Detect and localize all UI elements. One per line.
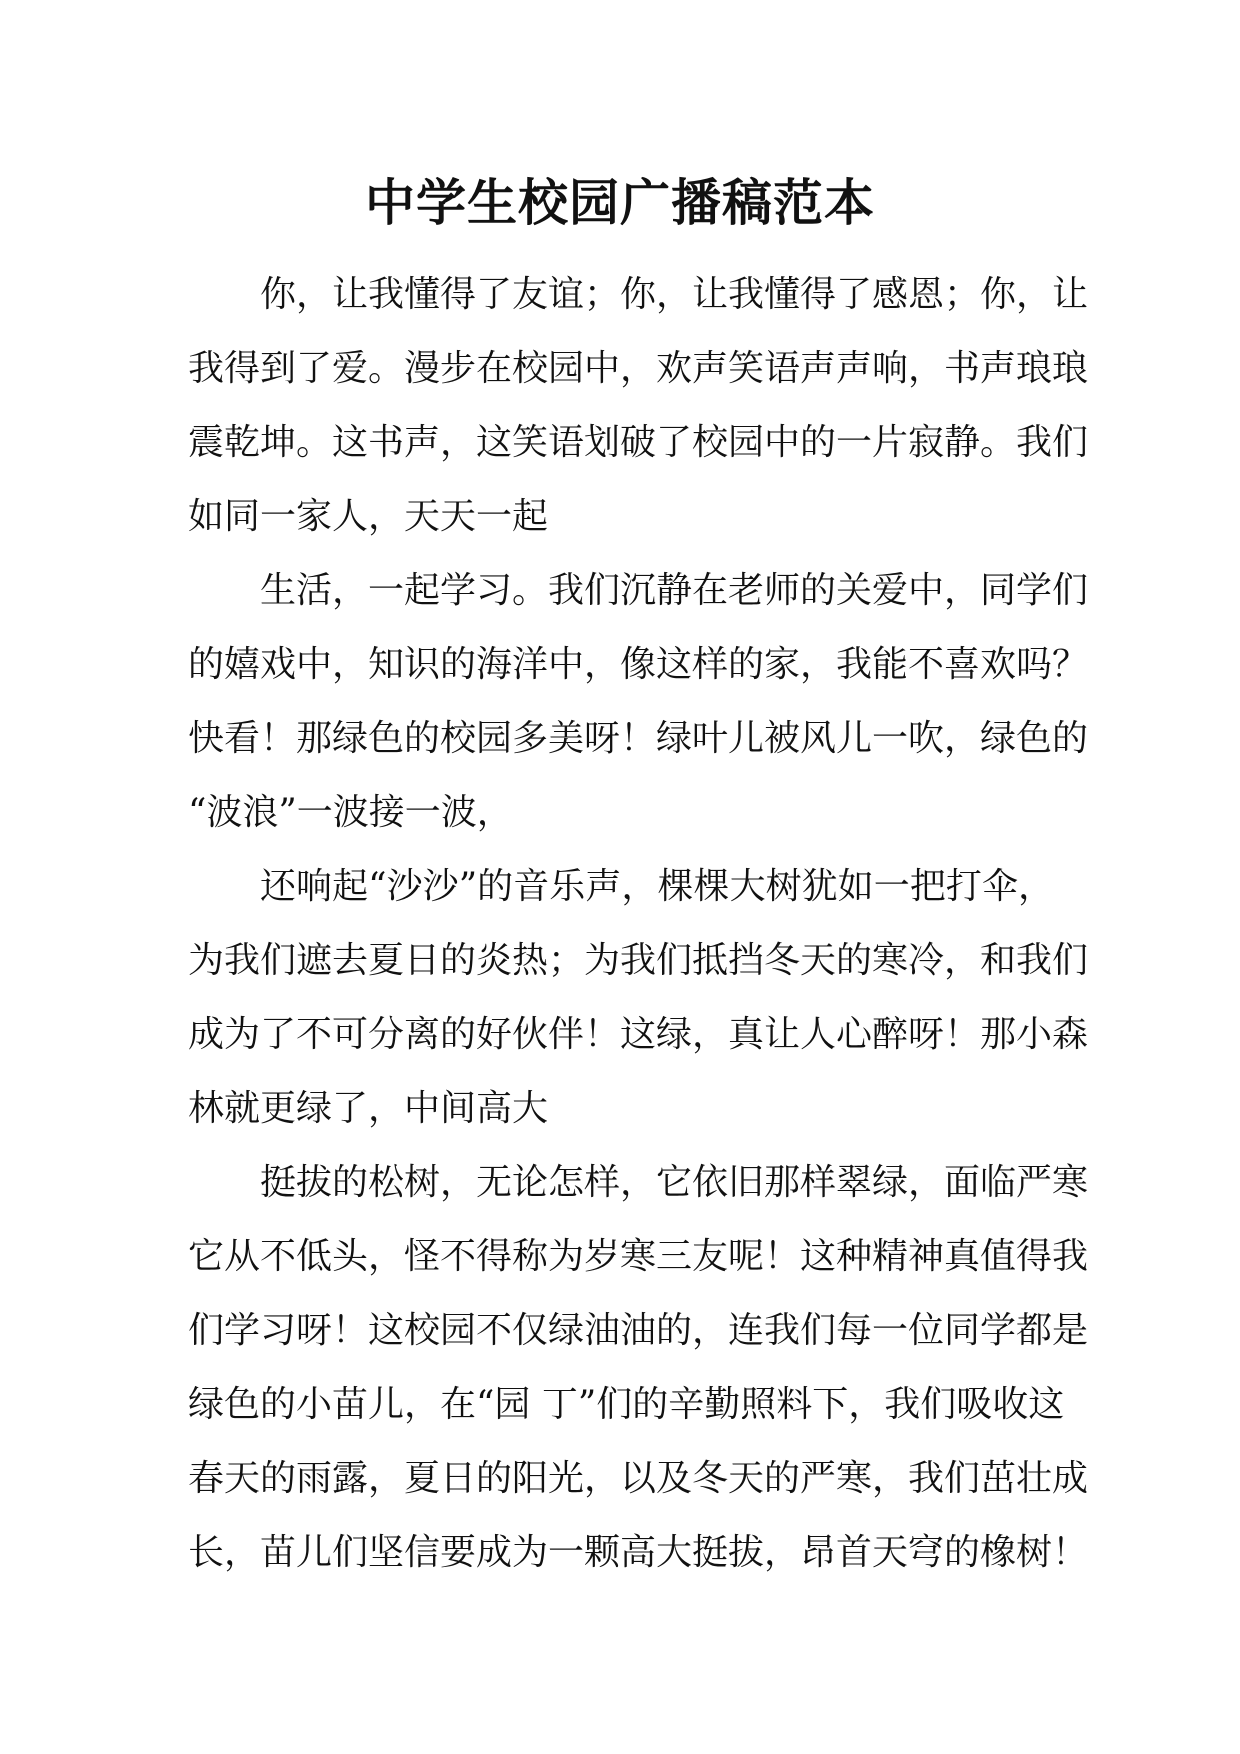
paragraph-line: 林就更绿了，中间高大 [188,1088,549,1129]
paragraph-2 [188,554,1089,850]
document-title: 中学生校园广播稿范本 [365,173,875,232]
paragraph-line: 生活，一起学习。我们沉静在老师的关爱中，同学们 [260,570,1089,611]
paragraph-line: 震乾坤。这书声，这笑语划破了校园中的一片寂静。我们 [188,422,1089,463]
paragraph-line: 的嬉戏中，知识的海洋中，像这样的家，我能不喜欢吗？ [188,644,1089,685]
paragraph-line: 我得到了爱。漫步在校园中，欢声笑语声声响，书声琅琅 [188,348,1089,389]
paragraph-line: 如同一家人，天天一起 [188,496,549,537]
paragraph-line: 挺拔的松树，无论怎样，它依旧那样翠绿，面临严寒 [260,1162,1089,1203]
document-body [188,258,1089,1590]
paragraph-line: 为我们遮去夏日的炎热；为我们抵挡冬天的寒冷，和我们 [188,940,1089,981]
paragraph-3 [188,850,1089,1146]
paragraph-line: 成为了不可分离的好伙伴！这绿，真让人心醉呀！那小森 [188,1014,1089,1055]
paragraph-line: 它从不低头，怪不得称为岁寒三友呢！这种精神真值得我 [188,1236,1089,1277]
paragraph-line: 们学习呀！这校园不仅绿油油的，连我们每一位同学都是 [188,1310,1089,1351]
paragraph-4 [188,1146,1089,1590]
paragraph-1 [188,258,1089,554]
paragraph-line: 长，苗儿们坚信要成为一颗高大挺拔，昂首天穹的橡树！ [188,1532,1089,1573]
paragraph-line: 你，让我懂得了友谊；你，让我懂得了感恩；你，让 [260,274,1089,315]
paragraph-line: “波浪”一波接一波， [188,792,513,833]
paragraph-line: 春天的雨露，夏日的阳光，以及冬天的严寒，我们茁壮成 [188,1458,1089,1499]
paragraph-line: 还响起“沙沙”的音乐声，棵棵大树犹如一把打伞， [260,866,1054,907]
paragraph-line: 快看！那绿色的校园多美呀！绿叶儿被风儿一吹，绿色的 [188,718,1089,759]
paragraph-line: 绿色的小苗儿，在“园 丁”们的辛勤照料下，我们吸收这 [188,1384,1065,1425]
